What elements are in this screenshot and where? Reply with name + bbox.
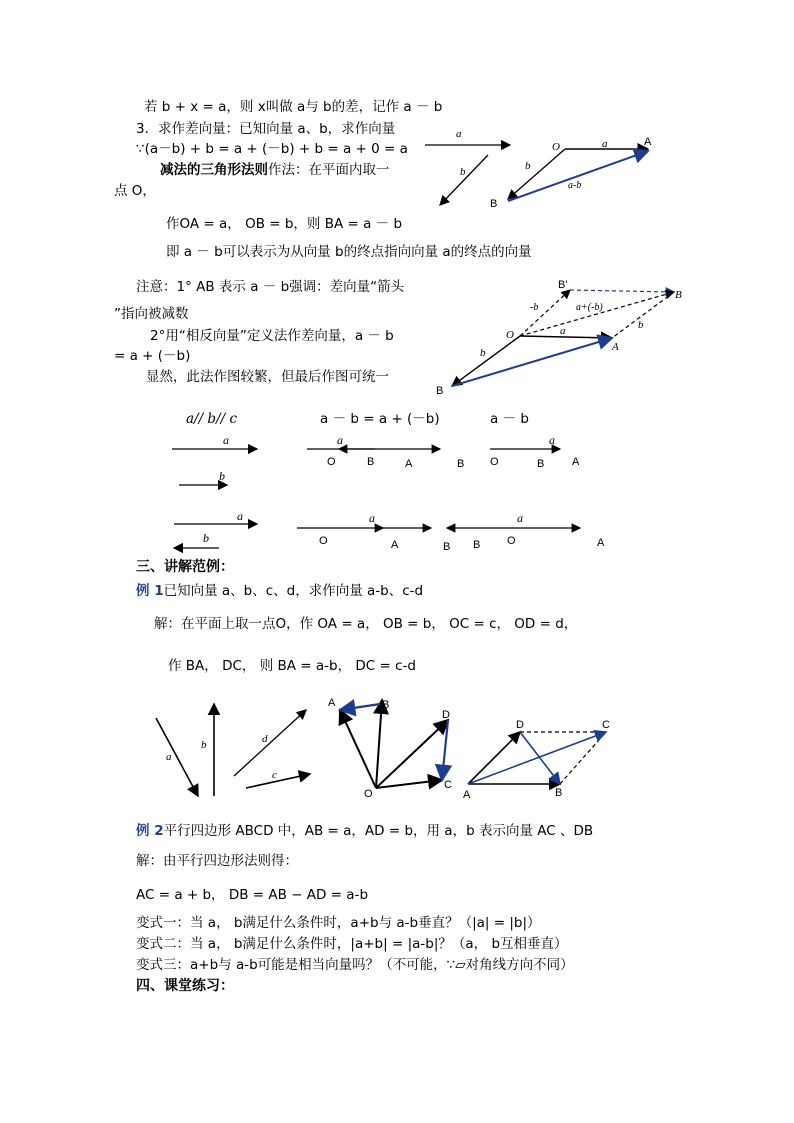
col-label-b-6a: B bbox=[443, 541, 451, 553]
ex1-label-o: O bbox=[364, 788, 373, 800]
text-task-3: 3．求作差向量：已知向量 a、b，求作向量 bbox=[136, 121, 396, 137]
col-label-a-pt-5: A bbox=[391, 539, 399, 551]
ex1-oc bbox=[376, 780, 442, 788]
example-2-label: 例 2 bbox=[136, 823, 164, 839]
example-1 bbox=[136, 582, 423, 600]
col-label-b-3b: B bbox=[537, 458, 545, 470]
vector-b-given bbox=[440, 155, 488, 205]
vector-oa-2 bbox=[520, 336, 612, 338]
vector-b-prime-bp bbox=[570, 290, 674, 292]
col-label-b-3a: B bbox=[457, 458, 465, 470]
ex1-vector-a bbox=[156, 718, 198, 796]
col-label-a-pt-2: A bbox=[405, 458, 413, 470]
ex1-ob bbox=[376, 700, 382, 788]
label-neg-b: -b bbox=[530, 302, 539, 313]
text-note-1: 注意：1° AB 表示 a － b强调：差向量“箭头 bbox=[136, 279, 405, 295]
variant-3: 变式三：a+b与 a-b可能是相当向量吗？（不可能，∵▱对角线方向不同） bbox=[136, 957, 574, 973]
section-title-examples: 三、讲解范例： bbox=[136, 559, 234, 575]
example-1-solution: 解：在平面上取一点O，作 OA = a， OB = b， OC = c， OD = d， bbox=[154, 616, 578, 632]
text-note-2-cont: = a + (－b) bbox=[114, 348, 191, 364]
col-label-o-3: O bbox=[490, 456, 499, 468]
text-point-o: 点 O， bbox=[114, 183, 156, 199]
ex1-od bbox=[376, 720, 448, 788]
label-a-vec: a bbox=[602, 138, 608, 150]
col-label-o-2: O bbox=[327, 456, 336, 468]
section-title-practice: 四、课堂练习： bbox=[136, 978, 234, 994]
ex2-label-d: D bbox=[516, 719, 524, 731]
example-2-solution-2: AC = a + b， DB = AB − AD = a-b bbox=[136, 887, 369, 903]
text-definition-difference: 若 b + x = a，则 x叫做 a与 b的差，记作 a － b bbox=[144, 99, 443, 115]
ex2-ac bbox=[468, 732, 606, 784]
ex2-label-b: B bbox=[555, 787, 563, 799]
text-triangle-rule bbox=[160, 161, 390, 179]
text-note-3: 显然，此法作图较繁，但最后作图可统一 bbox=[146, 369, 389, 385]
col-label-a-pt-6: A bbox=[597, 537, 605, 549]
ex1-vector-d bbox=[234, 710, 306, 776]
ex1-vector-c bbox=[246, 774, 310, 788]
label-b-dbl: B bbox=[675, 289, 682, 301]
col-label-a-2: a bbox=[337, 433, 343, 447]
col-label-b-4: b bbox=[203, 531, 209, 545]
label-b-side: b bbox=[638, 319, 644, 331]
label-b-vec: b bbox=[525, 160, 531, 172]
figure-opposite-vector bbox=[430, 276, 690, 396]
col-label-a-6: a bbox=[517, 511, 523, 525]
label-b-prime: B' bbox=[558, 279, 568, 291]
label-b-given: b bbox=[460, 166, 466, 178]
label-a-point: A bbox=[644, 136, 652, 148]
label-a-2: a bbox=[560, 325, 566, 337]
ex1-label-a-pt: A bbox=[328, 697, 336, 709]
text-note-2: 2°用“相反向量”定义法作差向量，a － b bbox=[150, 328, 394, 344]
ex2-db bbox=[520, 732, 560, 784]
label-b-point: B bbox=[490, 198, 498, 210]
label-a-point-2: A bbox=[612, 341, 619, 353]
example-2-solution: 解：由平行四边形法则得： bbox=[136, 853, 298, 869]
figure-example-1 bbox=[150, 690, 620, 805]
ex1-label-a: a bbox=[166, 751, 172, 763]
variant-1: 变式一：当 a， b满足什么条件时，a+b与 a-b垂直？（|a| = |b|） bbox=[136, 915, 541, 931]
col-label-a-4: a bbox=[237, 509, 243, 523]
col-label-b-2: B bbox=[367, 456, 375, 468]
ex1-label-d: d bbox=[262, 733, 268, 745]
ex2-ad bbox=[468, 732, 520, 784]
example-2-text: 平行四边形 ABCD 中，AB = a，AD = b，用 a，b 表示向量 AC 、DB bbox=[163, 823, 594, 839]
case-parallel-title: a// b// c bbox=[186, 411, 238, 427]
ex1-oa bbox=[340, 710, 376, 788]
ex2-label-a: A bbox=[463, 789, 471, 801]
example-2 bbox=[136, 822, 593, 840]
label-b-2: b bbox=[480, 347, 486, 359]
label-b-point-2: B bbox=[436, 385, 444, 397]
ex2-bc bbox=[560, 732, 606, 784]
label-a-minus-b: a-b bbox=[568, 180, 582, 191]
label-a-given: a bbox=[456, 128, 462, 140]
col-label-a-3: a bbox=[549, 433, 555, 447]
col-label-a-1: a bbox=[223, 433, 229, 447]
label-a-plus-neg-b: a+(-b) bbox=[576, 302, 603, 313]
ex1-label-d-pt: D bbox=[442, 709, 450, 721]
vector-b-side bbox=[612, 292, 674, 338]
col-label-b-6b: B bbox=[473, 539, 481, 551]
text-meaning: 即 a － b可以表示为从向量 b的终点指向向量 a的终点的向量 bbox=[166, 244, 532, 260]
case-difference-title: a － b bbox=[490, 411, 529, 427]
triangle-rule-title: 减法的三角形法则 bbox=[160, 162, 268, 178]
text-note-1-cont: ”指向被减数 bbox=[114, 306, 189, 322]
col-label-o-5: O bbox=[319, 535, 328, 547]
label-o: O bbox=[552, 141, 560, 153]
ex1-label-c: c bbox=[272, 769, 277, 781]
vector-ba-2 bbox=[452, 338, 612, 386]
variant-2: 变式二：当 a， b满足什么条件时，|a+b| = |a-b|？（a， b互相垂直） bbox=[136, 936, 568, 952]
ex1-ba bbox=[340, 704, 380, 710]
triangle-rule-method: 作法：在平面内取一 bbox=[268, 162, 390, 178]
ex1-label-c-pt: C bbox=[444, 779, 452, 791]
vector-ob-2 bbox=[452, 336, 520, 386]
col-label-a-pt-3: A bbox=[572, 456, 580, 468]
text-construction: 作OA = a， OB = b，则 BA = a － b bbox=[166, 216, 403, 232]
text-proof: ∵(a－b) + b = a + (－b) + b = a + 0 = a bbox=[136, 141, 408, 157]
example-1-text: 已知向量 a、b、c、d，求作向量 a-b、c-d bbox=[163, 583, 424, 599]
ex2-label-c: C bbox=[602, 719, 610, 731]
vector-ba bbox=[508, 151, 648, 201]
example-1-solution-2: 作 BA， DC， 则 BA = a-b， DC = c-d bbox=[168, 658, 416, 674]
figure-triangle-rule bbox=[420, 125, 660, 220]
label-o-2: O bbox=[506, 329, 514, 341]
col-label-b-1: b bbox=[219, 469, 225, 483]
col-label-o-6: O bbox=[507, 535, 516, 547]
ex1-label-b: b bbox=[201, 739, 207, 751]
example-1-label: 例 1 bbox=[136, 583, 164, 599]
figure-collinear-cases bbox=[165, 430, 615, 555]
ex1-label-b-pt: B bbox=[382, 699, 390, 711]
ex1-dc bbox=[442, 720, 448, 780]
case-opposite-title: a － b = a + (－b) bbox=[320, 411, 440, 427]
col-label-a-5: a bbox=[369, 511, 375, 525]
